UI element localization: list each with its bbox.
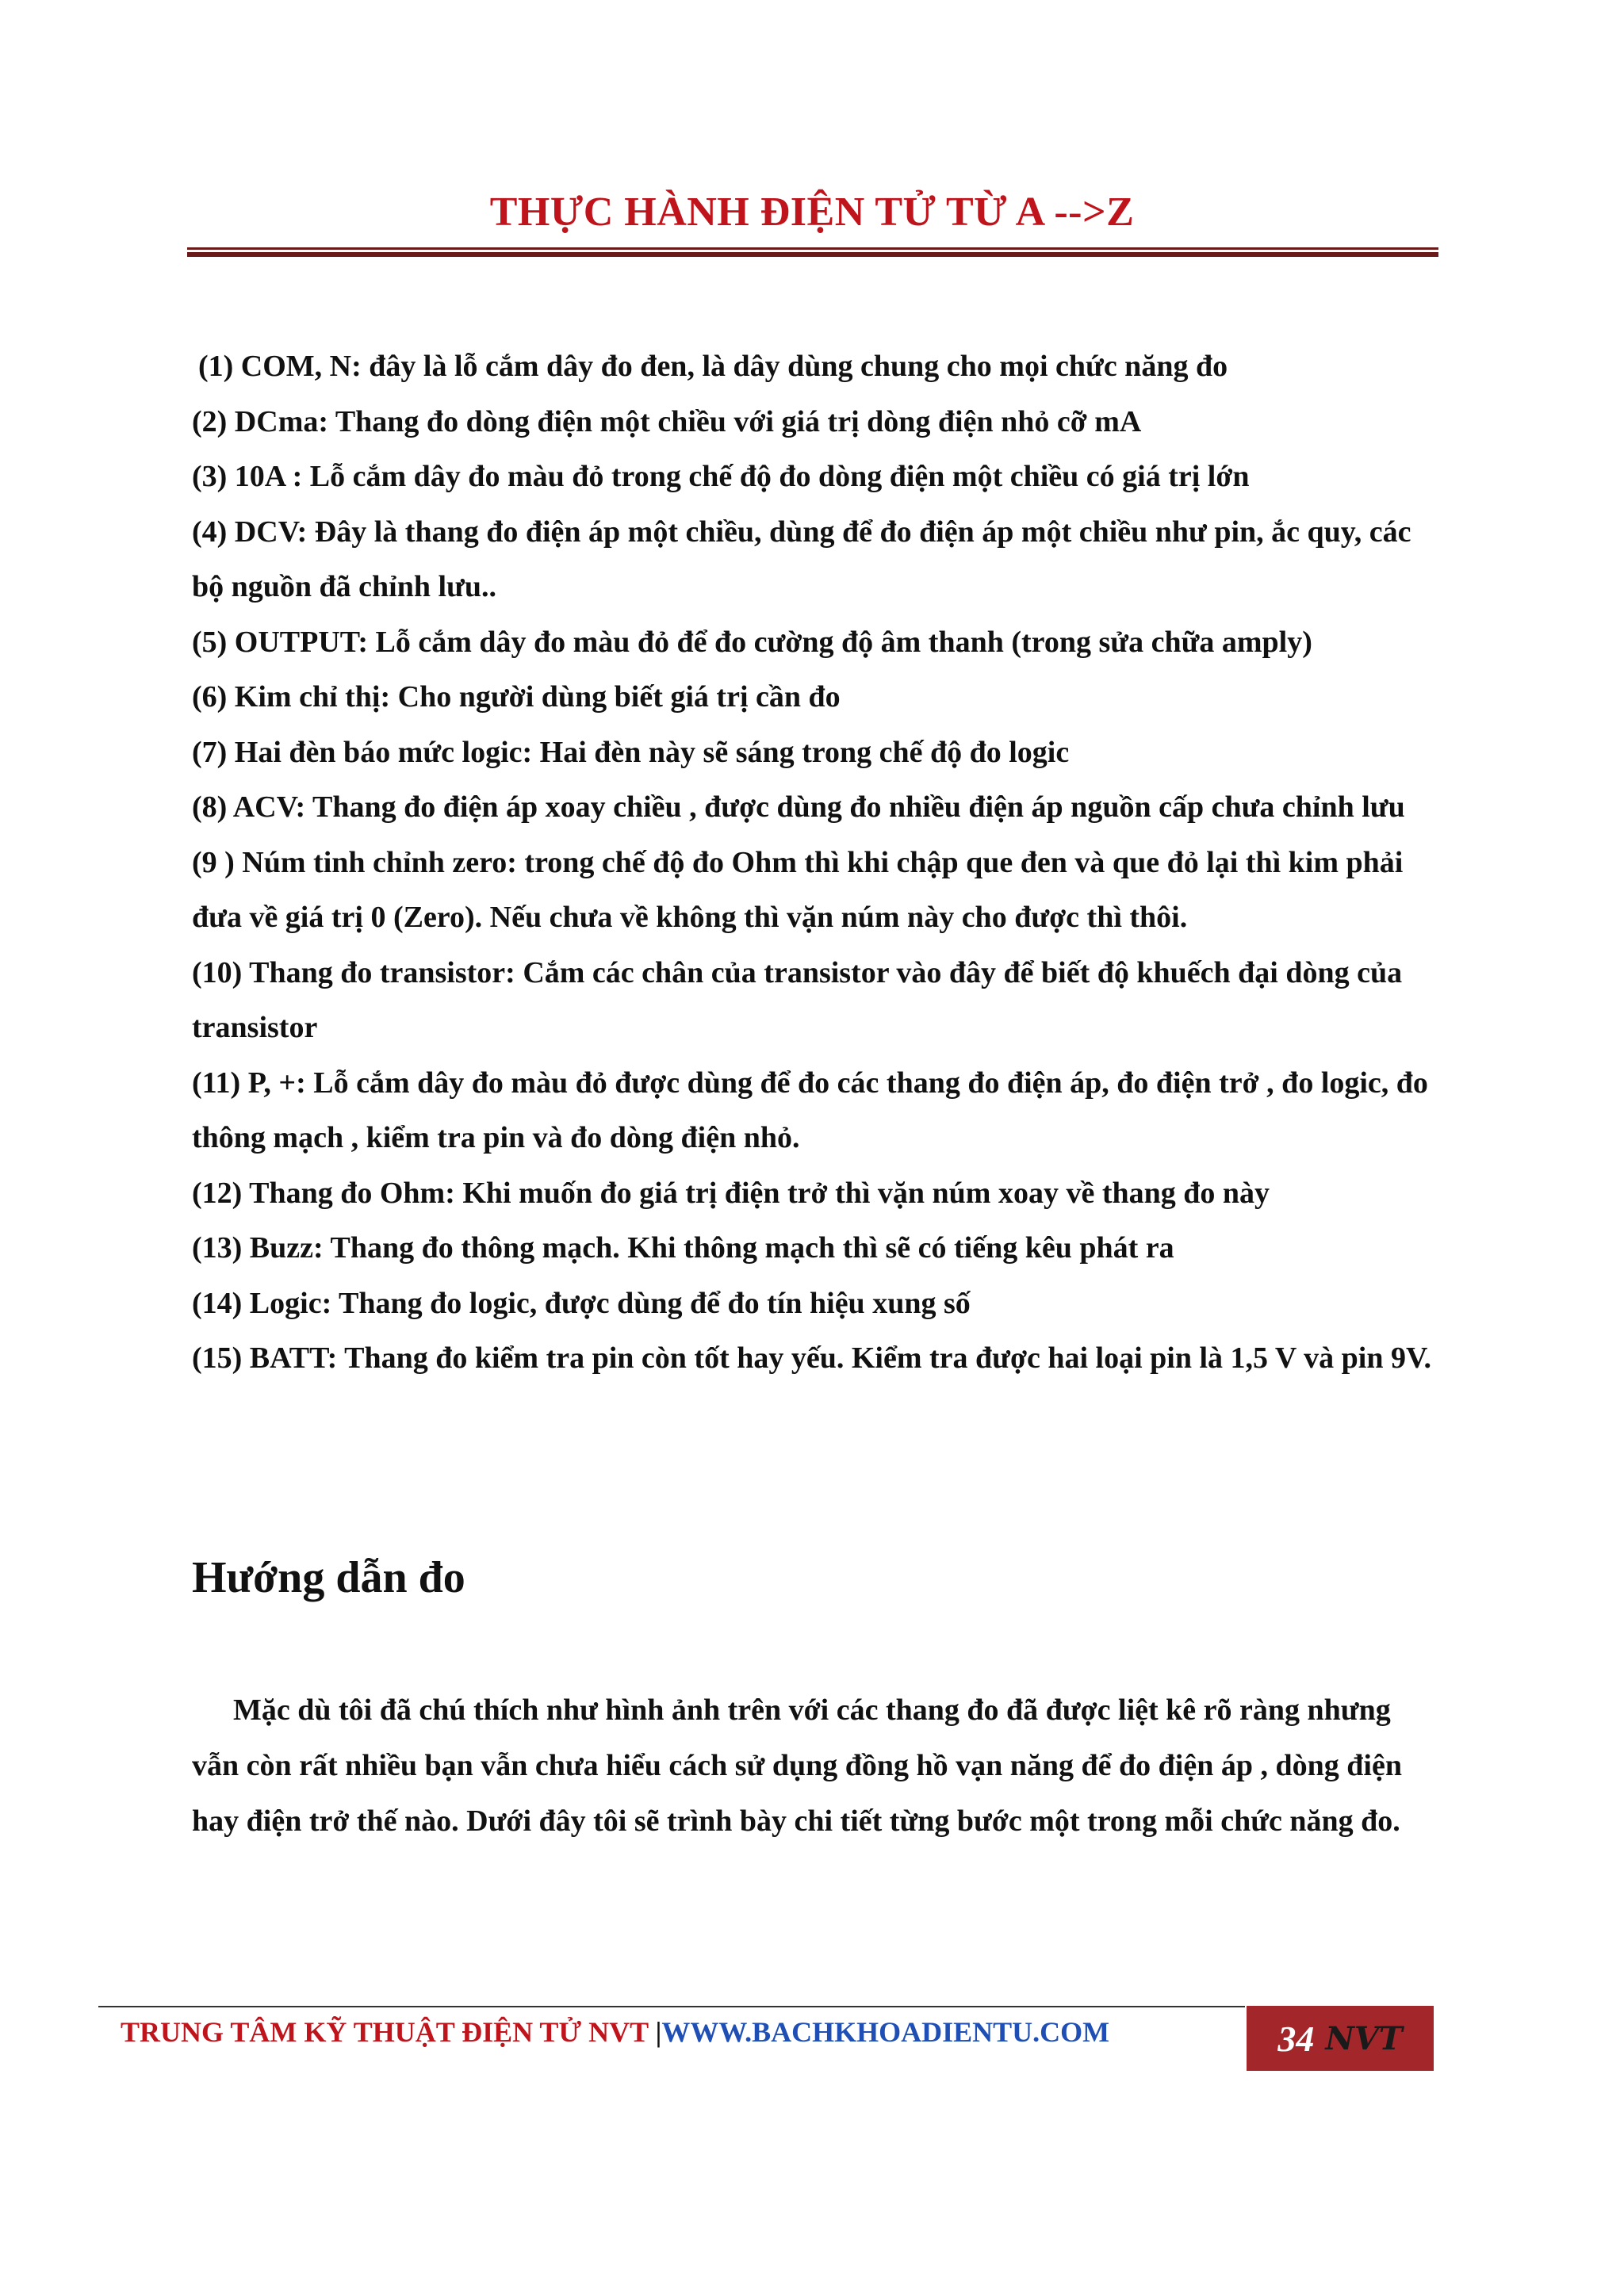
- legend-item-8: (8) ACV: Thang đo điện áp xoay chiều , được dùng đo nhiều điện áp nguồn cấp chưa chỉnh lưu: [192, 790, 1405, 824]
- legend-list: [192, 339, 1445, 1387]
- header-divider-thick-line: [187, 252, 1438, 257]
- legend-item-12: (12) Thang đo Ohm: Khi muốn đo giá trị điện trở thì vặn núm xoay về thang đo này: [192, 1176, 1270, 1210]
- legend-item-14: (14) Logic: Thang đo logic, được dùng để đo tín hiệu xung số: [192, 1286, 971, 1320]
- page-number: 34: [1277, 2018, 1315, 2059]
- footer-text: [121, 2015, 1109, 2049]
- legend-item-10: (10) Thang đo transistor: Cắm các chân của transistor vào đây để biết độ khuếch đại dòng của transistor: [192, 955, 1403, 1044]
- footer-website-link[interactable]: WWW.BACHKHOADIENTU.COM: [661, 2016, 1110, 2048]
- legend-item-13: (13) Buzz: Thang đo thông mạch. Khi thông mạch thì sẽ có tiếng kêu phát ra: [192, 1231, 1174, 1265]
- page-number-badge: [1247, 2006, 1434, 2071]
- header-divider: [187, 247, 1438, 258]
- legend-item-7: (7) Hai đèn báo mức logic: Hai đèn này sẽ sáng trong chế độ đo logic: [192, 735, 1070, 769]
- legend-item-9: (9 ) Núm tinh chỉnh zero: trong chế độ đo Ohm thì khi chập que đen và que đỏ lại thì kim phải đưa về giá trị 0 (Zero). Nếu chưa về không thì vặn núm này cho được thì thôi.: [192, 845, 1404, 934]
- legend-item-3: (3) 10A : Lỗ cắm dây đo màu đỏ trong chế độ đo dòng điện một chiều có giá trị lớn: [192, 460, 1250, 493]
- brand-logo-text: NVT: [1325, 2019, 1403, 2057]
- footer-separator: |: [655, 2016, 662, 2048]
- footer-org-name: TRUNG TÂM KỸ THUẬT ĐIỆN TỬ NVT: [121, 2016, 649, 2048]
- legend-item-6: (6) Kim chỉ thị: Cho người dùng biết giá trị cần đo: [192, 680, 841, 714]
- header-divider-thin-line: [187, 247, 1438, 250]
- legend-item-5: (5) OUTPUT: Lỗ cắm dây đo màu đỏ để đo cường độ âm thanh (trong sửa chữa amply): [192, 625, 1312, 659]
- legend-item-15: (15) BATT: Thang đo kiểm tra pin còn tốt hay yếu. Kiểm tra được hai loại pin là 1,5 V và pin 9V.: [192, 1341, 1431, 1375]
- legend-item-1: (1) COM, N: đây là lỗ cắm dây đo đen, là dây dùng chung cho mọi chức năng đo: [198, 350, 1228, 383]
- legend-item-4: (4) DCV: Đây là thang đo điện áp một chiều, dùng để đo điện áp một chiều như pin, ắc quy, các bộ nguồn đã chỉnh lưu..: [192, 515, 1411, 603]
- footer-divider: [98, 2006, 1245, 2007]
- section-paragraph: Mặc dù tôi đã chú thích như hình ảnh trên với các thang đo đã được liệt kê rõ ràng nhưng vẫn còn rất nhiều bạn vẫn chưa hiểu cách sử dụng đồng hồ vạn năng để đo điện áp , dòng điện hay điện trở thế nào. Dưới đây tôi sẽ trình bày chi tiết từng bước một trong mỗi chức năng đo.: [192, 1693, 1402, 1838]
- section-heading: Hướng dẫn đo: [192, 1553, 465, 1602]
- legend-item-11: (11) P, +: Lỗ cắm dây đo màu đỏ được dùng để đo các thang đo điện áp, đo điện trở , đo logic, đo thông mạch , kiểm tra pin và đo dòng điện nhỏ.: [192, 1066, 1428, 1154]
- legend-item-2: (2) DCma: Thang đo dòng điện một chiều với giá trị dòng điện nhỏ cỡ mA: [192, 404, 1142, 438]
- page-header-title: THỰC HÀNH ĐIỆN TỬ TỪ A -->Z: [489, 189, 1135, 235]
